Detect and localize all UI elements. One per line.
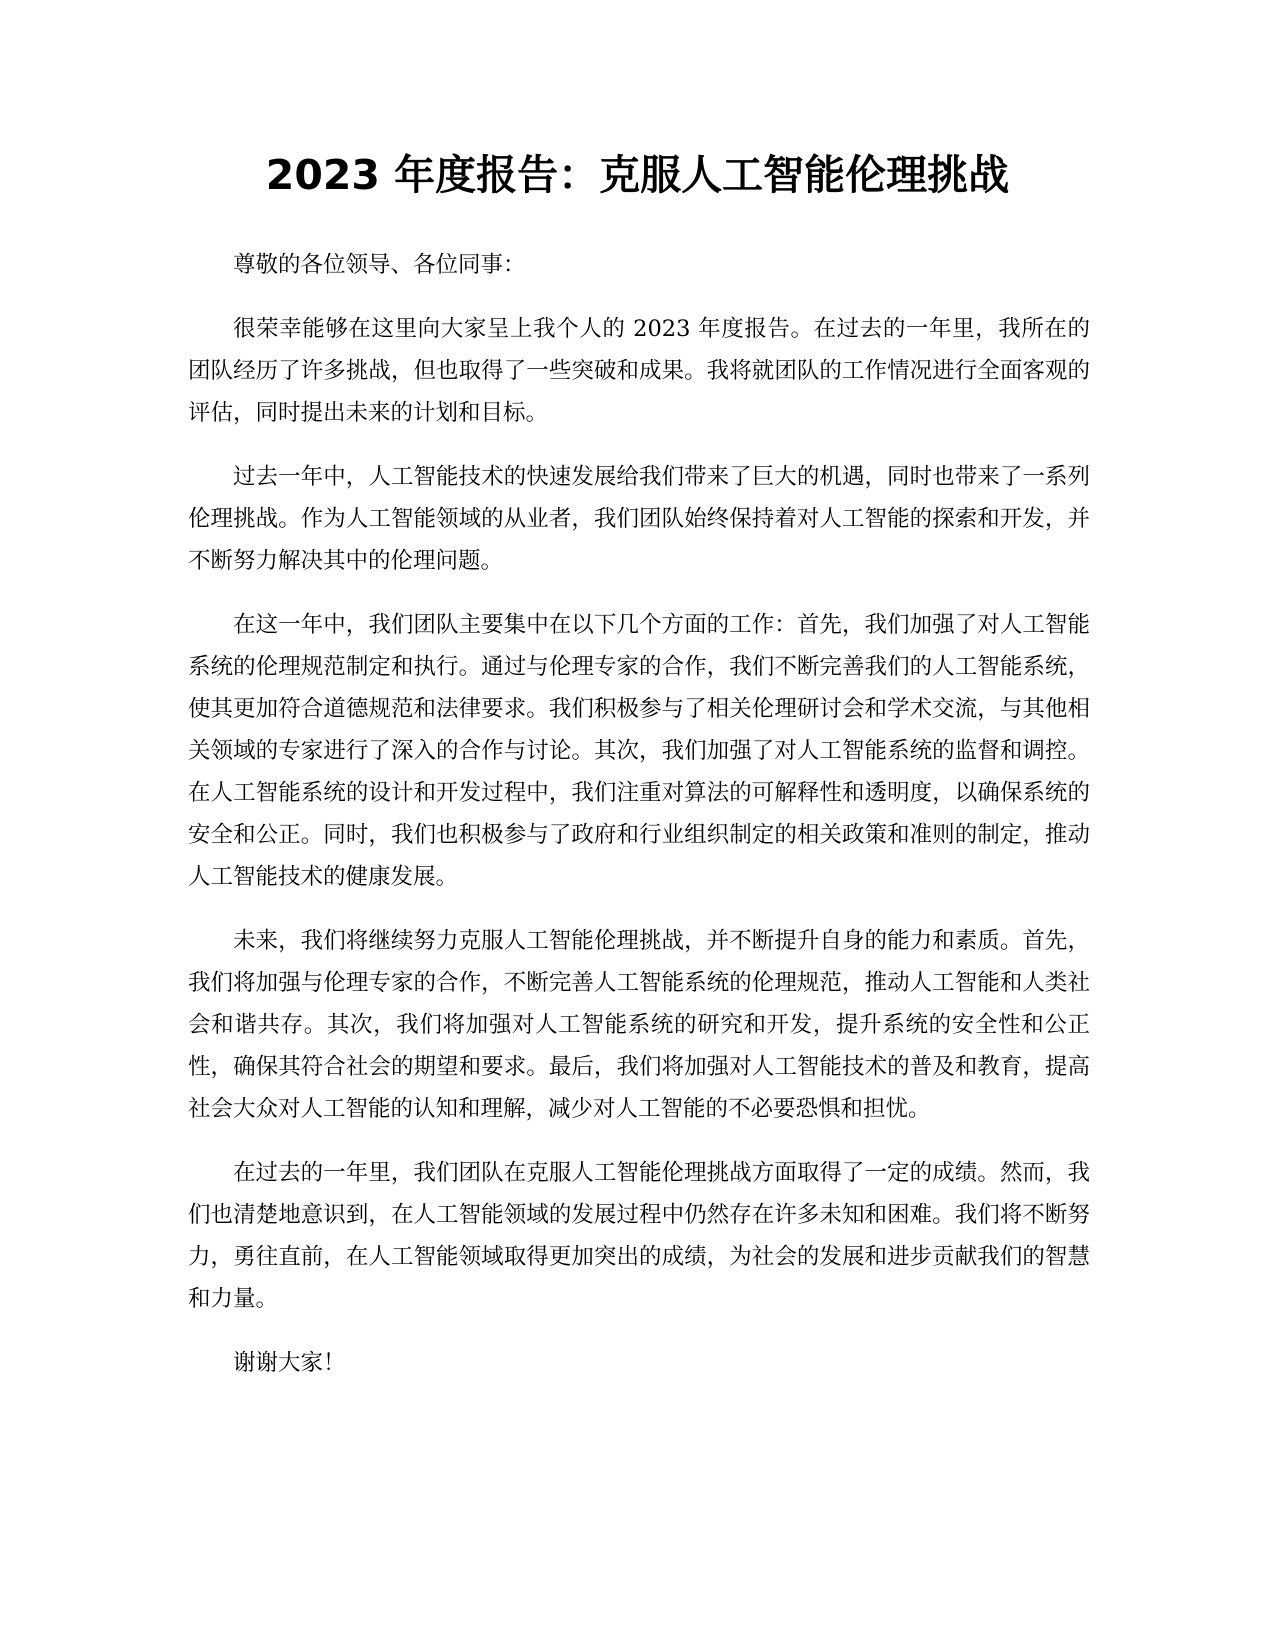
paragraph-introduction: 很荣幸能够在这里向大家呈上我个人的 2023 年度报告。在过去的一年里，我所在的团队经历了许多挑战，但也取得了一些突破和成果。我将就团队的工作情况进行全面客观的评估，同时提出未来的计划和目标。 — [188, 316, 1090, 426]
closing: 谢谢大家！ — [233, 1350, 346, 1376]
paragraph-conclusion: 在过去的一年里，我们团队在克服人工智能伦理挑战方面取得了一定的成绩。然而，我们也清楚地意识到，在人工智能领域的发展过程中仍然存在许多未知和困难。我们将不断努力，勇往直前，在人工智能领域取得更加突出的成绩，为社会的发展和进步贡献我们的智慧和力量。 — [188, 1160, 1090, 1312]
paragraph-background: 过去一年中，人工智能技术的快速发展给我们带来了巨大的机遇，同时也带来了一系列伦理挑战。作为人工智能领域的从业者，我们团队始终保持着对人工智能的探索和开发，并不断努力解决其中的伦理问题。 — [188, 464, 1090, 574]
paragraph-work-summary: 在这一年中，我们团队主要集中在以下几个方面的工作：首先，我们加强了对人工智能系统的伦理规范制定和执行。通过与伦理专家的合作，我们不断完善我们的人工智能系统，使其更加符合道德规范和法律要求。我们积极参与了相关伦理研讨会和学术交流，与其他相关领域的专家进行了深入的合作与讨论。其次，我们加强了对人工智能系统的监督和调控。在人工智能系统的设计和开发过程中，我们注重对算法的可解释性和透明度，以确保系统的安全和公正。同时，我们也积极参与了政府和行业组织制定的相关政策和准则的制定，推动人工智能技术的健康发展。 — [188, 612, 1090, 890]
document-title: 2023 年度报告：克服人工智能伦理挑战 — [265, 151, 1010, 199]
document-body — [188, 244, 1090, 1406]
paragraph-future-plans: 未来，我们将继续努力克服人工智能伦理挑战，并不断提升自身的能力和素质。首先，我们将加强与伦理专家的合作，不断完善人工智能系统的伦理规范，推动人工智能和人类社会和谐共存。其次，我们将加强对人工智能系统的研究和开发，提升系统的安全性和公正性，确保其符合社会的期望和要求。最后，我们将加强对人工智能技术的普及和教育，提高社会大众对人工智能的认知和理解，减少对人工智能的不必要恐惧和担忧。 — [188, 928, 1090, 1122]
salutation: 尊敬的各位领导、各位同事： — [233, 252, 526, 278]
